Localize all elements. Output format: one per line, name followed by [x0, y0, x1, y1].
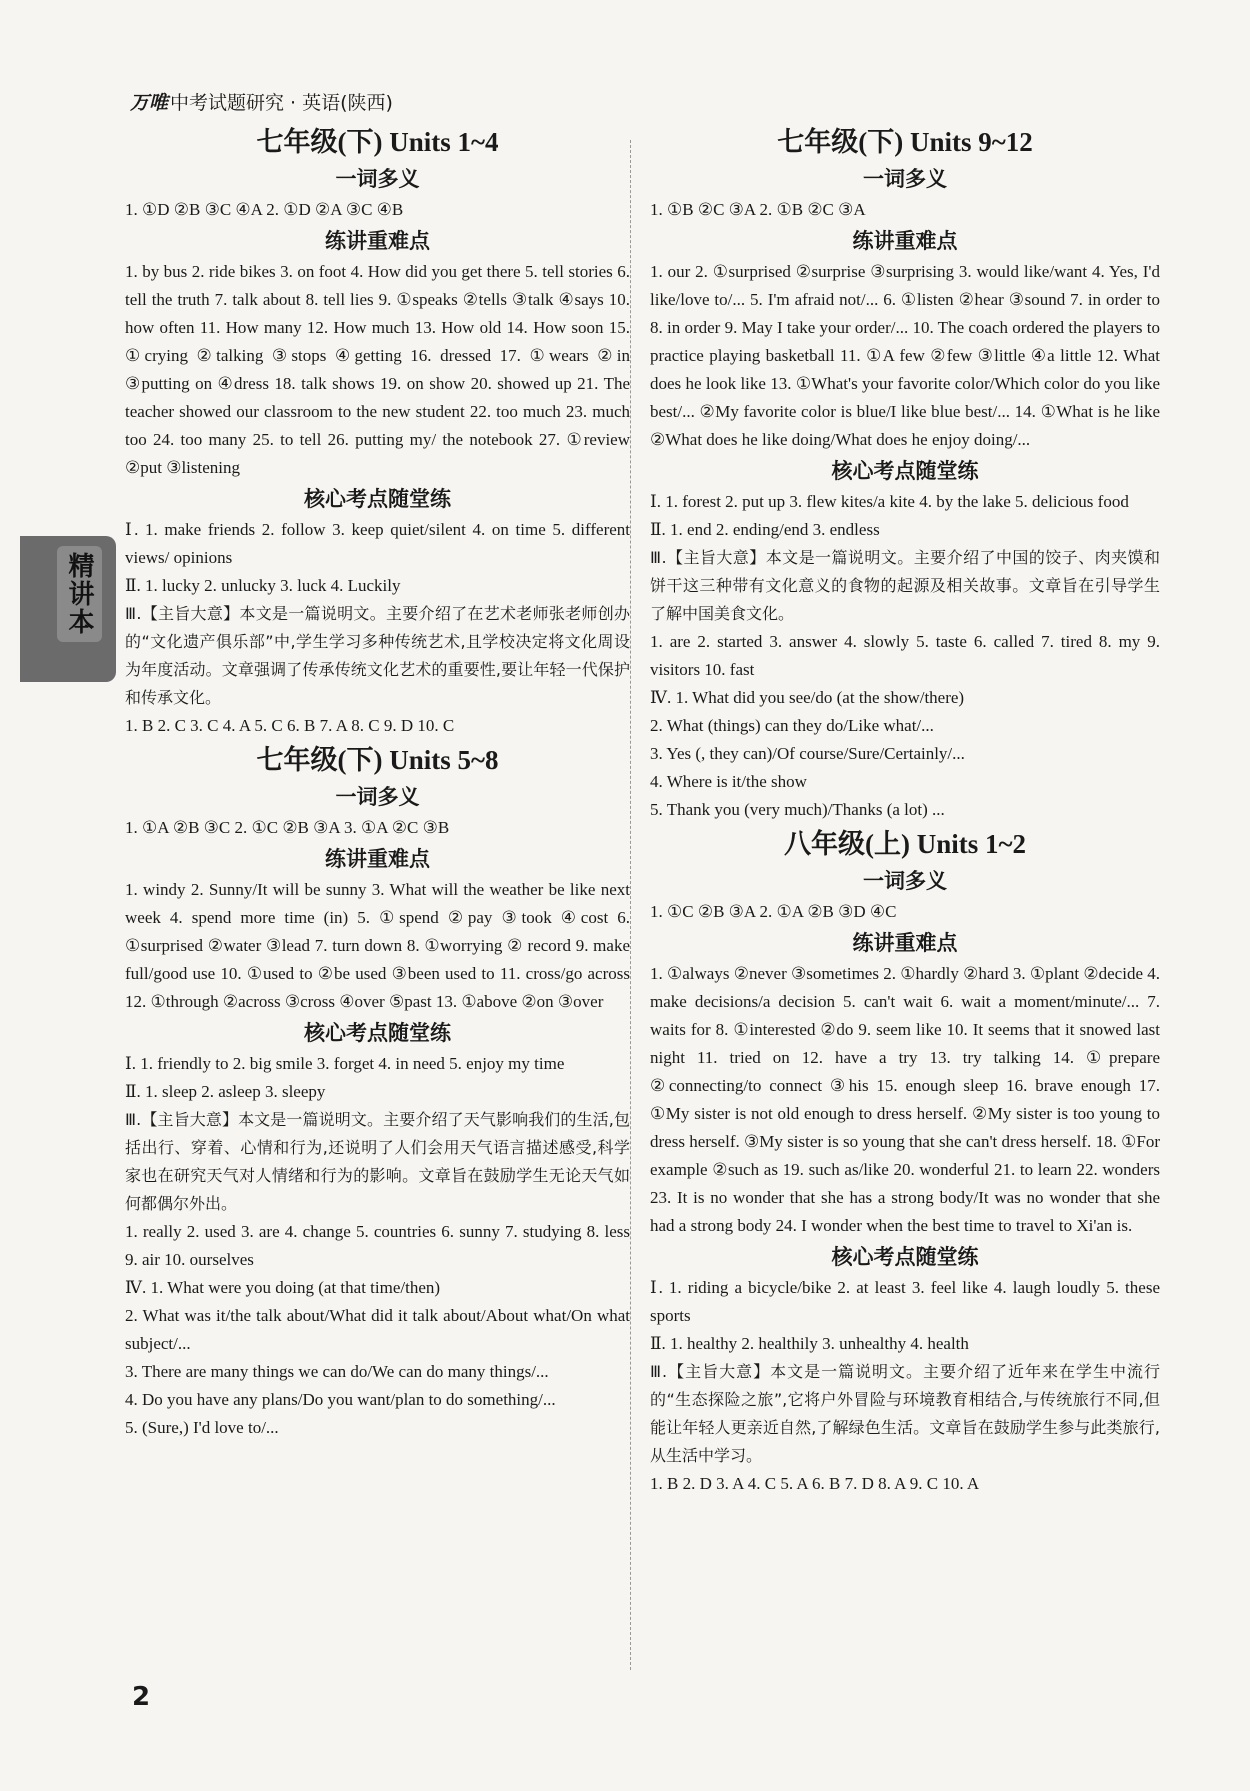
answer-line: 2. What (things) can they do/Like what/... — [650, 716, 934, 735]
brand-logo: 万唯 — [130, 92, 169, 114]
answer-line: Ⅰ. 1. forest 2. put up 3. flew kites/a kite 4. by the lake 5. delicious food — [650, 492, 1129, 511]
column-divider — [630, 140, 631, 1670]
answer-line: 1. B 2. D 3. A 4. C 5. A 6. B 7. D 8. A 9. C 10. A — [650, 1474, 980, 1493]
section-title: 核心考点随堂练 — [304, 1021, 451, 1045]
section-title: 一词多义 — [863, 869, 947, 893]
answer-line: 5. (Sure,) I'd love to/... — [125, 1418, 279, 1437]
answer-line: 5. Thank you (very much)/Thanks (a lot) ... — [650, 800, 945, 819]
section-title: 核心考点随堂练 — [304, 487, 451, 511]
section-title: 练讲重难点 — [325, 847, 430, 871]
section-title: 练讲重难点 — [325, 229, 430, 253]
answer-line: 4. Where is it/the show — [650, 772, 807, 791]
answer-line: Ⅳ. 1. What were you doing (at that time/then) — [125, 1278, 441, 1297]
answer-line: Ⅱ. 1. lucky 2. unlucky 3. luck 4. Luckily — [125, 576, 401, 595]
unit-title: 八年级(上) Units 1~2 — [783, 829, 1027, 859]
section-title: 练讲重难点 — [852, 229, 958, 253]
summary-paragraph: Ⅲ.【主旨大意】本文是一篇说明文。主要介绍了在艺术老师张老师创办的“文化遗产俱乐部”中,学生学习多种传统艺术,且学校决定将文化周设为年度活动。文章强调了传承传统文化艺术的重要性,要让年轻一代保护和传承文化。 — [125, 604, 630, 707]
summary-paragraph: Ⅲ.【主旨大意】本文是一篇说明文。主要介绍了天气影响我们的生活,包括出行、穿着、心情和行为,还说明了人们会用天气语言描述感受,科学家也在研究天气对人情绪和行为的影响。文章旨在鼓励学生无论天气如何都偶尔外出。 — [125, 1110, 630, 1213]
answer-line: 1. ①always ②never ③sometimes 2. ①hardly ②hard 3. ①plant ②decide 4. make decisions/a decision 5. can't wait 6. wait a moment/minute/... 7. waits for 8. ①interested ②do 9. seem like 10. It seems that it snowed last night 11. tried on 12. have a try 13. try talking 14. ①prepare ②connecting/to connect ③his 15. enough sleep 16. brave enough 17. ①My sister is not old enough to dress herself. ②My sister is too young to dress herself. ③My sister is so young that she can't dress herself. 18. ①For example ②such as 19. such as/like 20. wonderful 21. to learn 22. wonders 23. It is no wonder that she has a strong body/It was no wonder that she had a strong body 24. I wonder when the best time to travel to Xi'an is. — [650, 964, 1160, 1235]
answer-line: 1. ①A ②B ③C 2. ①C ②B ③A 3. ①A ②C ③B — [125, 818, 450, 837]
answer-line: 1. windy 2. Sunny/It will be sunny 3. What will the weather be like next week 4. spend more time (in) 5. ①spend ②pay ③took ④cost 6. ①surprised ②water ③lead 7. turn down 8. ①worrying ② record 9. make full/good use 10. ①used to ②be used ③been used to 11. cross/go across 12. ①through ②across ③cross ④over ⑤past 13. ①above ②on ③over — [125, 880, 630, 1011]
answer-line: 1. B 2. C 3. C 4. A 5. C 6. B 7. A 8. C 9. D 10. C — [125, 716, 455, 735]
section-title: 一词多义 — [335, 167, 420, 191]
side-tab-label: 精讲本 — [57, 546, 102, 642]
section-title: 一词多义 — [335, 785, 420, 809]
running-header — [130, 88, 393, 115]
answer-line: 1. ①B ②C ③A 2. ①B ②C ③A — [650, 200, 866, 219]
summary-paragraph: Ⅲ.【主旨大意】本文是一篇说明文。主要介绍了近年来在学生中流行的“生态探险之旅”,它将户外冒险与环境教育相结合,与传统旅行不同,但能让年轻人更亲近自然,了解绿色生活。文章旨在鼓励学生参与此类旅行,从生活中学习。 — [650, 1362, 1160, 1465]
answer-line: Ⅱ. 1. end 2. ending/end 3. endless — [650, 520, 880, 539]
summary-paragraph: Ⅲ.【主旨大意】本文是一篇说明文。主要介绍了中国的饺子、肉夹馍和饼干这三种带有文化意义的食物的起源及相关故事。文章旨在引导学生了解中国美食文化。 — [650, 548, 1160, 623]
answer-line: Ⅰ. 1. riding a bicycle/bike 2. at least 3. feel like 4. laugh loudly 5. these sports — [650, 1278, 1160, 1325]
unit-title: 七年级(下) Units 5~8 — [256, 745, 499, 775]
left-column — [125, 122, 630, 1442]
answer-line: 1. ①D ②B ③C ④A 2. ①D ②A ③C ④B — [125, 200, 404, 219]
answer-line: Ⅱ. 1. sleep 2. asleep 3. sleepy — [125, 1082, 326, 1101]
answer-line: 4. Do you have any plans/Do you want/plan to do something/... — [125, 1390, 556, 1409]
answer-line: 1. by bus 2. ride bikes 3. on foot 4. How did you get there 5. tell stories 6. tell the truth 7. talk about 8. tell lies 9. ①speaks ②tells ③talk ④says 10. how often 11. How many 12. How much 13. How old 14. How soon 15. ①crying ②talking ③stops ④getting 16. dressed 17. ①wears ②in ③putting on ④dress 18. talk shows 19. on show 20. showed up 21. The teacher showed our classroom to the new student 22. too much 23. much too 24. too many 25. to tell 26. putting my/ the notebook 27. ①review ②put ③listening — [125, 262, 630, 477]
answer-line: 1. really 2. used 3. are 4. change 5. countries 6. sunny 7. studying 8. less 9. air 10. ourselves — [125, 1222, 630, 1269]
section-title: 核心考点随堂练 — [831, 1245, 979, 1269]
section-title: 一词多义 — [863, 167, 947, 191]
section-title: 练讲重难点 — [852, 931, 958, 955]
answer-line: 1. our 2. ①surprised ②surprise ③surprising 3. would like/want 4. Yes, I'd like/love to/... 5. I'm afraid not/... 6. ①listen ②hear ③sound 7. in order to 8. in order 9. May I take your order/... 10. The coach ordered the players to practice playing basketball 11. ①A few ②few ③little ④a little 12. What does he look like 13. ①What's your favorite color/Which color do you like best/... ②My favorite color is blue/I like blue best/... 14. ①What is he like ②What does he like doing/What does he enjoy doing/... — [650, 262, 1160, 449]
answer-line: Ⅳ. 1. What did you see/do (at the show/there) — [650, 688, 965, 707]
answer-line: Ⅰ. 1. friendly to 2. big smile 3. forget 4. in need 5. enjoy my time — [125, 1054, 565, 1073]
section-title: 核心考点随堂练 — [831, 459, 979, 483]
answer-line: 3. Yes (, they can)/Of course/Sure/Certainly/... — [650, 744, 965, 763]
right-column — [650, 122, 1160, 1498]
answer-line: 2. What was it/the talk about/What did it talk about/About what/On what subject/... — [125, 1306, 630, 1353]
side-tab — [20, 536, 116, 682]
unit-title: 七年级(下) Units 1~4 — [256, 127, 499, 157]
unit-title: 七年级(下) Units 9~12 — [777, 127, 1033, 157]
answer-line: 1. ①C ②B ③A 2. ①A ②B ③D ④C — [650, 902, 897, 921]
header-title: 中考试题研究 · 英语(陕西) — [170, 92, 393, 114]
answer-line: 1. are 2. started 3. answer 4. slowly 5. taste 6. called 7. tired 8. my 9. visitors 10. fast — [650, 632, 1160, 679]
answer-line: Ⅱ. 1. healthy 2. healthily 3. unhealthy 4. health — [650, 1334, 969, 1353]
answer-line: Ⅰ. 1. make friends 2. follow 3. keep quiet/silent 4. on time 5. different views/ opinions — [125, 520, 630, 567]
page-number: 2 — [132, 1682, 151, 1712]
answer-line: 3. There are many things we can do/We can do many things/... — [125, 1362, 549, 1381]
